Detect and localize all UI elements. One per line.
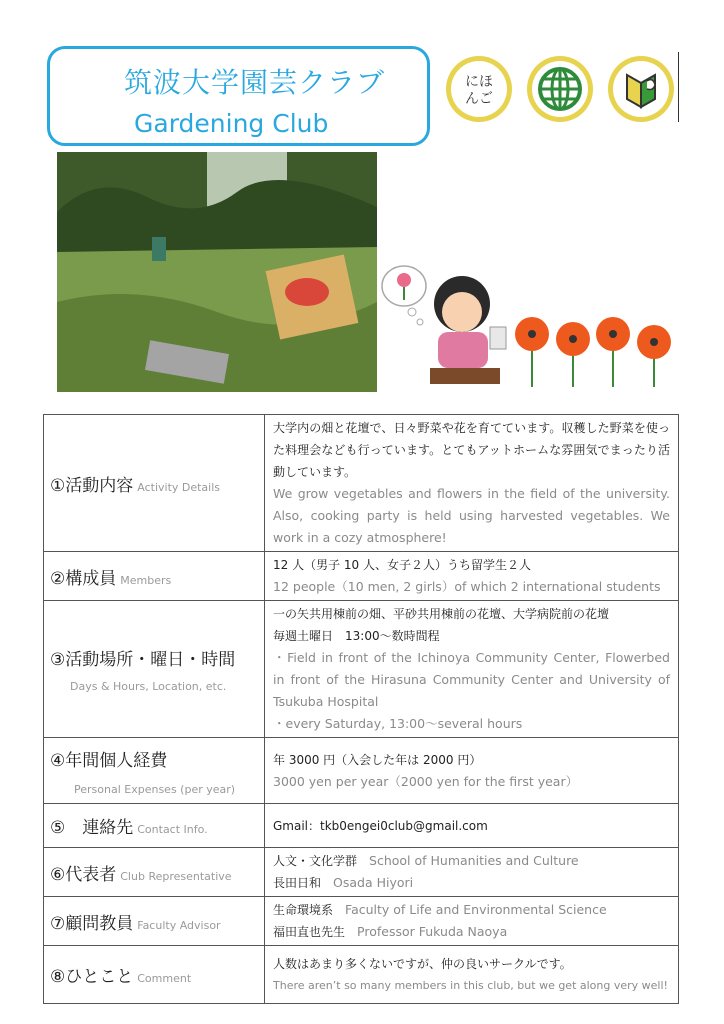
label-jp: ⑦顧問教員 — [50, 913, 134, 934]
row-value-members — [265, 552, 679, 601]
nihongo-language-button[interactable] — [446, 56, 512, 122]
table-row-comment — [44, 946, 679, 1004]
label-jp: ⑧ひとこと — [50, 967, 134, 987]
location-en-time: ・every Saturday, 13:00～several hours — [273, 716, 523, 731]
row-label-comment — [44, 946, 265, 1004]
label-en: Club Representative — [120, 869, 232, 883]
rep-name-jp: 長田日和 — [273, 876, 322, 890]
table-row-contact — [44, 804, 679, 848]
table-row-location — [44, 601, 679, 738]
row-label-members — [44, 552, 265, 601]
beginner-mark-button[interactable] — [608, 56, 674, 122]
location-jp-place: 一の矢共用棟前の畑、平砂共用棟前の花壇、大学病院前の花壇 — [273, 607, 610, 621]
advisor-name-jp: 福田直也先生 — [273, 925, 346, 939]
location-jp-time: 毎週土曜日 13:00～数時間程 — [273, 629, 440, 643]
club-title-japanese: 筑波大学園芸クラブ — [124, 66, 386, 99]
divider-line — [678, 52, 679, 122]
location-en-place: ・Field in front of the Ichinoya Community Center, Flowerbed in front of the Hirasuna Community Center and University of Tsukuba Hospital — [273, 650, 670, 709]
row-label-expenses — [44, 738, 265, 804]
table-row-expenses — [44, 738, 679, 804]
table-row-advisor — [44, 897, 679, 946]
row-value-advisor — [265, 897, 679, 946]
label-jp: ⑤ 連絡先 — [50, 818, 134, 838]
members-en: 12 people（10 men, 2 girls）of which 2 international students — [273, 579, 661, 594]
row-value-expenses — [265, 738, 679, 804]
club-title-english: Gardening Club — [134, 109, 329, 138]
table-row-activity — [44, 415, 679, 552]
gardener-girl-illustration — [430, 276, 506, 384]
comment-en: There aren’t so many members in this club, but we get along very well! — [273, 978, 668, 992]
label-en: Days & Hours, Location, etc. — [70, 680, 227, 693]
nihongo-label-line1: にほ — [465, 74, 493, 90]
gardener-illustration — [380, 262, 680, 392]
beginner-mark-icon — [613, 61, 669, 117]
label-jp: ⑥代表者 — [50, 864, 117, 885]
row-value-contact — [265, 804, 679, 848]
comment-jp: 人数はあまり多くないですが、仲の良いサークルです。 — [273, 956, 572, 971]
members-jp: 12 人（男子 10 人、女子２人）うち留学生２人 — [273, 558, 531, 572]
poppy-flower-icon — [596, 317, 630, 387]
row-label-location — [44, 601, 265, 738]
rep-name-en: Osada Hiyori — [333, 875, 414, 890]
label-jp: ④年間個人経費 — [50, 750, 168, 771]
row-value-activity — [265, 415, 679, 552]
label-jp: ③活動場所・曜日・時間 — [50, 650, 236, 670]
label-en: Activity Details — [137, 480, 221, 494]
poppy-flower-icon — [515, 317, 549, 387]
nihongo-label-line2: んご — [465, 91, 493, 107]
label-en: Contact Info. — [137, 823, 208, 836]
expenses-jp: 年 3000 円（入会した年は 2000 円） — [273, 752, 482, 767]
label-en: Personal Expenses (per year) — [74, 782, 236, 796]
row-value-comment — [265, 946, 679, 1004]
advisor-faculty-en: Faculty of Life and Environmental Science — [345, 902, 607, 917]
table-row-members — [44, 552, 679, 601]
row-label-representative — [44, 848, 265, 897]
label-en: Faculty Advisor — [137, 918, 221, 932]
row-label-activity — [44, 415, 265, 552]
row-label-advisor — [44, 897, 265, 946]
rep-faculty-jp: 人文・文化学群 — [273, 854, 358, 868]
contact-email-link[interactable]: Gmail：tkb0engei0club@gmail.com — [273, 818, 488, 833]
activity-jp: 大学内の畑と花壇で、日々野菜や花を育てています。収穫した野菜を使った料理会なども行っています。とてもアットホームな雰囲気でまったり活動しています。 — [273, 421, 670, 479]
activity-en: We grow vegetables and flowers in the field of the university. Also, cooking party is held using harvested vegetables. We work in a cozy atmosphere! — [273, 486, 670, 545]
globe-language-button[interactable] — [527, 56, 593, 122]
advisor-name-en: Professor Fukuda Naoya — [357, 924, 508, 939]
row-value-representative — [265, 848, 679, 897]
flower-icon — [382, 266, 426, 325]
label-en: Comment — [137, 972, 192, 985]
poppy-flowers — [515, 317, 671, 387]
expenses-en: 3000 yen per year（2000 yen for the first year） — [273, 773, 579, 789]
rep-faculty-en: School of Humanities and Culture — [369, 853, 579, 868]
label-en: Members — [120, 573, 172, 587]
row-value-location — [265, 601, 679, 738]
club-info-table — [43, 414, 679, 1004]
garden-photo — [57, 152, 377, 392]
title-box — [47, 46, 430, 146]
label-jp: ①活動内容 — [50, 475, 134, 496]
label-jp: ②構成員 — [50, 568, 117, 589]
row-label-contact — [44, 804, 265, 848]
poppy-flower-icon — [556, 322, 590, 387]
poppy-flower-icon — [637, 325, 671, 387]
globe-icon — [532, 61, 588, 117]
table-row-representative — [44, 848, 679, 897]
advisor-faculty-jp: 生命環境系 — [273, 903, 334, 917]
